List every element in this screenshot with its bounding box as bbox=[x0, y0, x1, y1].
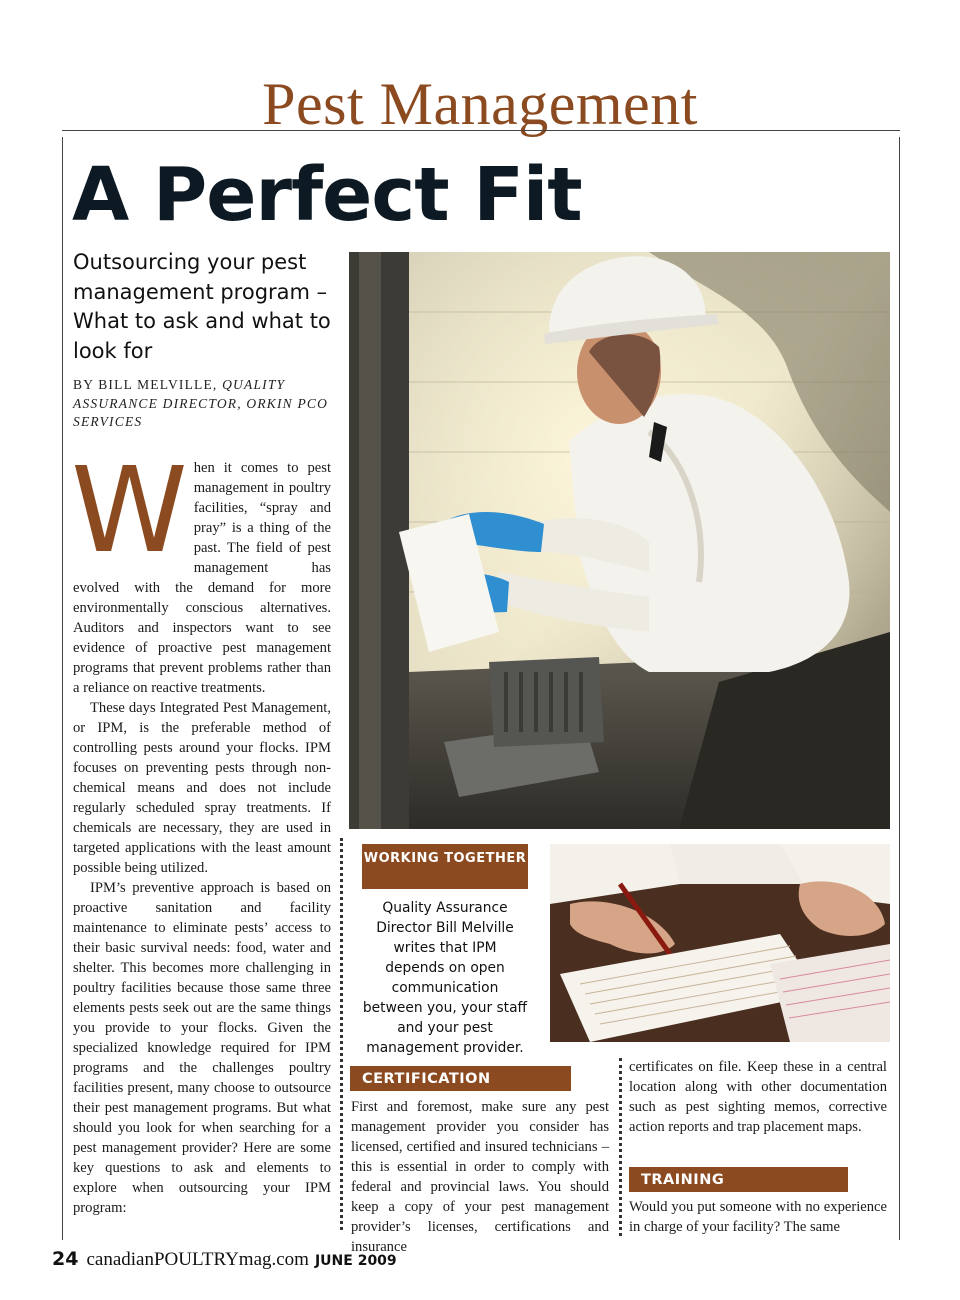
title-rule bbox=[62, 130, 900, 131]
photo-inspector-illustration bbox=[349, 252, 890, 829]
frame-right-rule bbox=[899, 137, 900, 1240]
byline bbox=[73, 376, 343, 432]
paragraph-1 bbox=[71, 441, 331, 698]
working-together-tag: WORKING TOGETHER bbox=[362, 844, 528, 889]
section-title: Pest Management bbox=[262, 71, 698, 137]
photo-signing-illustration bbox=[550, 844, 890, 1042]
training-text: Would you put someone with no experience in charge of your facility? The same bbox=[629, 1199, 887, 1235]
paragraph-1-text: hen it comes to pest management in poultry facilities, “spray and pray” is a thing of the past. The field of pest management has evolved with the demand for more environmentally conscious alternatives. Auditors and inspectors want to see evidence of proactive pest management programs that prevent problems rather than a reliance on reactive treatments. bbox=[73, 460, 331, 696]
footer-site: canadianPOULTRYmag.com bbox=[86, 1249, 309, 1270]
dropcap: W bbox=[71, 441, 184, 579]
article-column-2 bbox=[351, 1097, 609, 1255]
photo-caption: Quality Assurance Director Bill Melville writes that IPM depends on open communication between you, your staff and your pest management provider. bbox=[362, 900, 528, 1056]
training-heading: TRAINING bbox=[629, 1167, 848, 1192]
training-column bbox=[629, 1197, 887, 1238]
deck-subtitle: Outsourcing your pest management program – What to ask and what to look for bbox=[73, 250, 331, 363]
certification-continued-text: certificates on file. Keep these in a central location along with other documentation such as pest sighting memos, corrective action reports and trap placement maps. bbox=[629, 1059, 887, 1135]
headline: A Perfect Fit bbox=[72, 152, 582, 238]
paragraph-3: IPM’s preventive approach is based on proactive sanitation and facility maintenance to eliminate pests’ access to their basic survival needs: food, water and shelter. This becomes more challenging in poultry facilities because those same three elements pests seek out are the same things you provide to your flocks. Given the specialized knowledge required for IPM programs and the challenges poultry facilities present, many choose to outsource their pest management programs. But what should you look for when searching for a pest management provider? Here are some key questions to ask and elements to explore when outsourcing your IPM program: bbox=[73, 880, 331, 1216]
column-separator bbox=[619, 1058, 622, 1236]
certification-text: First and foremost, make sure any pest management provider you consider has licensed, certified and insured technicians – this is essential in order to comply with federal and provincial laws. You should keep a copy of your pest management provider’s licenses, certifications and insurance bbox=[351, 1099, 609, 1255]
photo-signing-documents bbox=[550, 844, 890, 1042]
page-number: 24 bbox=[52, 1248, 79, 1270]
article-column-3 bbox=[629, 1057, 887, 1139]
byline-role: QUALITY ASSURANCE DIRECTOR, ORKIN PCO SERVICES bbox=[73, 377, 329, 429]
photo-inspector bbox=[349, 252, 890, 829]
article-column-1 bbox=[71, 441, 331, 1238]
frame-left-rule bbox=[62, 137, 63, 1240]
paragraph-2: These days Integrated Pest Management, or IPM, is the preferable method of controlling pests around your flocks. IPM focuses on preventing pests through non-chemical means and does not include regularly scheduled spray treatments. If chemicals are necessary, they are used in targeted applications with the least amount possible being utilized. bbox=[73, 700, 331, 876]
byline-prefix: BY BILL MELVILLE, bbox=[73, 377, 223, 392]
column-separator bbox=[340, 838, 343, 1230]
footer-date: JUNE 2009 bbox=[314, 1253, 397, 1269]
page-footer bbox=[52, 1244, 397, 1276]
certification-heading: CERTIFICATION bbox=[350, 1066, 571, 1091]
